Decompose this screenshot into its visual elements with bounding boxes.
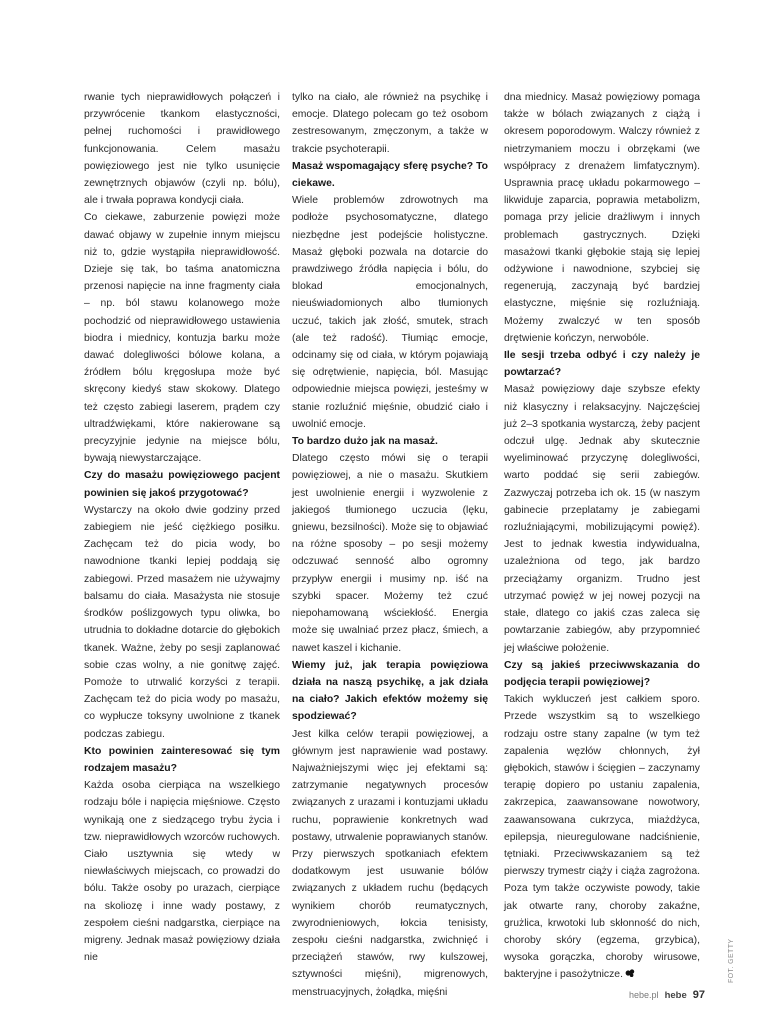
body-paragraph: Dlatego często mówi się o terapii powięziowej, a nie o masażu. Skutkiem jest uwolnienie energii i wyzwolenie z jakiegoś tłumionego uczucia (lęku, gniewu, bezsilności). Może się to objawiać na różne sposoby – po sesji możemy odczuwać senność albo ogromny przypływ energii i musimy np. iść na szybki spacer. Możemy też czuć niepohamowaną wściekłość. Energia może się uwalniać przez płacz, śmiech, a nawet kaszel i kichanie. <box>292 453 488 654</box>
page-footer <box>629 989 705 1001</box>
body-paragraph: Każda osoba cierpiąca na wszelkiego rodzaju bóle i napięcia mięśniowe. Często wynikają one z siedzącego trybu życia i tzw. nieprawidłowych wzorców ruchowych. Ciało usztywnia się wtedy w niewłaściwych miejscach, co prowadzi do bólu. Także osoby po urazach, cierpiące na skoliozę i inne wady postawy, z zespołem cieśni nadgarstka, cierpiące na migreny. Jednak masaż powięziowy działa nie <box>84 780 280 964</box>
body-paragraph: Wystarczy na około dwie godziny przed zabiegiem nie jeść ciężkiego posiłku. Zachęcam też do picia wody, bo nawodnione tkanki lepiej poddają się zabiegowi. Przed masażem nie używajmy balsamu do ciała. Masażysta nie stosuje środków poślizgowych typu oliwka, bo utrudnia to dokładne dotarcie do głębokich tkanek. Ważne, żeby po sesji zaplanować sobie czas wolny, a nie gonitwę zajęć. Pomoże to utrwalić korzyści z terapii. Zachęcam też do picia wody po masażu, co wypłucze toksyny uwolnione z tkanek podczas zabiegu. <box>84 504 280 740</box>
footer-brand: hebe <box>664 990 687 1001</box>
body-paragraph: Masaż powięziowy daje szybsze efekty niż klasyczny i relaksacyjny. Najczęściej już 2–3 spotkania wystarczą, żeby pacjent odczuł ulgę. Jednak aby skutecznie wyeliminować przyczynę dolegliwości, warto poddać się serii zabiegów. Zazwyczaj potrzeba ich ok. 15 (w naszym gabinecie przeplatamy je zabiegami rozluźniającymi, mobilizującymi powięź). Jest to jednak kwestia indywidualna, uzależniona od tego, jak bardzo przeciążamy organizm. Trudno jest utrzymać powięź w jej nowej pozycji na stałe, dlatego co jakiś czas zaleca się powtarzanie zabiegów, aby przypomnieć jej właściwe położenie. <box>504 384 700 654</box>
section-heading: Wiemy już, jak terapia powięziowa działa na naszą psychikę, a jak działa na ciało? Jakich efektów możemy się spodziewać? <box>292 659 488 723</box>
section-heading: Ile sesji trzeba odbyć i czy należy je powtarzać? <box>504 350 700 379</box>
footer-site: hebe.pl <box>629 990 659 1000</box>
section-heading: To bardzo dużo jak na masaż. <box>292 436 438 448</box>
body-paragraph: Co ciekawe, zaburzenie powięzi może dawać objawy w zupełnie innym miejscu niż to, gdzie wystąpiła nieprawidłowość. Dzieje się tak, bo taśma anatomiczna przenosi napięcie na inne fragmenty ciała – np. ból stawu kolanowego może pochodzić od nieprawidłowego ustawienia biodra i miednicy, kontuzja barku może dawać dolegliwości bólowe kolana, a źródłem bólu kręgosłupa może być skręcony kiedyś staw skokowy. Dlatego też często zabiegi laserem, prądem czy ultradźwiękami, które nakierowane są precyzyjnie jedynie na miejsce bólu, bywają niewystarczające. <box>84 212 280 465</box>
end-mark-icon <box>625 968 635 978</box>
body-paragraph: tylko na ciało, ale również na psychikę i emocje. Dlatego polecam go też osobom zestresowanym, zmęczonym, a także w trakcie psychoterapii. <box>292 92 488 155</box>
body-paragraph: dna miednicy. Masaż powięziowy pomaga także w bólach związanych z ciążą i okresem poporodowym. Walczy również z nietrzymaniem moczu i obrzękami (we współpracy z drenażem limfatycznym). Usprawnia pracę układu pokarmowego – likwiduje zaparcia, poprawia metabolizm, pomaga przy jelicie drażliwym i innych problemach gastrycznych. Dzięki masażowi tkanki głębokie stają się lepiej odżywione i nawodnione, szybciej się regenerują, zaczynają być bardziej elastyczne, mięśnie się rozluźniają. Możemy zwalczyć w ten sposób drętwienie kończyn, nerwobóle. <box>504 92 700 344</box>
section-heading: Kto powinien zainteresować się tym rodzajem masażu? <box>84 745 280 774</box>
body-paragraph: Jest kilka celów terapii powięziowej, a głównym jest naprawienie wad postawy. Najważniejszymi więc jej efektami są: zatrzymanie negatywnych procesów związanych z urazami i kontuzjami układu ruchu, poprawienie konkretnych wad postawy, utrwalenie poprawianych stanów. Przy pierwszych spotkaniach efektem dodatkowym jest usuwanie bólów związanych z układem ruchu (będących wynikiem chorób reumatycznych, zwyrodnieniowych, łokcia tenisisty, zespołu cieśni nadgarstka, zwichnięć i przeciążeń stawów, rwy kulszowej, sztywności mięśni), migrenowych, menstruacyjnych, żołądka, mięśni <box>292 728 488 998</box>
body-paragraph: rwanie tych nieprawidłowych połączeń i przywrócenie tkankom elastyczności, pełnej ruchomości i prawidłowego funkcjonowania. Celem masażu powięziowego jest nie tylko usunięcie zewnętrznych objawów (czyli np. bólu), ale i trwała poprawa kondycji ciała. <box>84 92 280 207</box>
page-number: 97 <box>692 989 705 1001</box>
photo-credit: FOT. GETTY <box>728 938 735 983</box>
section-heading: Czy do masażu powięziowego pacjent powinien się jakoś przygotować? <box>84 470 280 499</box>
article-column-2 <box>292 89 488 1001</box>
article-column-3 <box>504 89 700 984</box>
article-column-1 <box>84 89 280 966</box>
body-paragraph: Wiele problemów zdrowotnych ma podłoże psychosomatyczne, dlatego niezbędne jest podejście holistyczne. Masaż głęboki pozwala na dotarcie do prawdziwego źródła napięcia i bólu, do blokad emocjonalnych, nieuświadomionych albo tłumionych uczuć, takich jak złość, smutek, strach (ale też radość). Tłumiąc emocje, odcinamy się od ciała, w którym pojawiają się odrętwienie, napięcia, ból. Masując odpowiednie miejsca powięzi, jesteśmy w stanie rozluźnić mięśnie, obudzić ciało i uwolnić emocje. <box>292 195 488 430</box>
body-paragraph: Takich wykluczeń jest całkiem sporo. Przede wszystkim są to wszelkiego rodzaju ostre stany zapalne (w tym też zapalenia węzłów chłonnych, żył głębokich, stawów i ścięgien – zaczynamy terapię dopiero po ustaniu zapalenia, zakrzepica, zaawansowane nowotwory, zaawansowana cukrzyca, miażdżyca, epilepsja, nieuregulowane nadciśnienie, tętniaki. Przeciwwskazaniem są też pierwszy trymestr ciąży i ciąża zagrożona. Poza tym także oczywiste powody, takie jak otwarte rany, choroby zakaźne, grużlica, krwotoki lub skłonność do nich, choroby skóry (egzema, grzybica), wysoka gorączka, choroby wirusowe, bakteryjne i pasożytnicze. <box>504 694 700 981</box>
section-heading: Czy są jakieś przeciwwskazania do podjęcia terapii powięziowej? <box>504 659 700 688</box>
section-heading: Masaż wspomagający sferę psyche? To ciekawe. <box>292 160 488 190</box>
